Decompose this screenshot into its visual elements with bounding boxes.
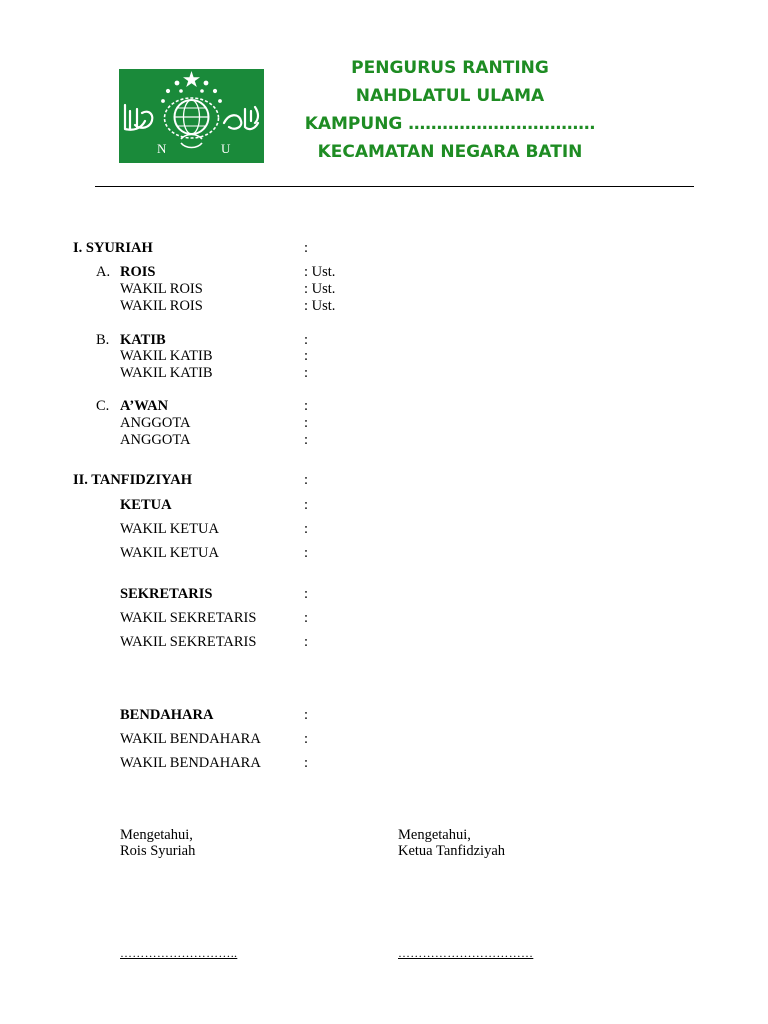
- header-line-4: KECAMATAN NEGARA BATIN: [317, 142, 583, 162]
- position-value: : Ust.: [304, 264, 336, 280]
- position-label: ANGGOTA: [120, 415, 191, 431]
- signature-right-blank: ……………………………: [398, 946, 534, 960]
- position-value: : Ust.: [304, 298, 336, 314]
- item-letter: C.: [96, 398, 110, 414]
- item-letter: A.: [96, 264, 111, 280]
- header-line-3: KAMPUNG ……………………………: [304, 114, 596, 134]
- section-title-syuriah: I. SYURIAH: [73, 240, 153, 256]
- position-label: WAKIL BENDAHARA: [120, 755, 261, 771]
- item-letter: B.: [96, 332, 110, 348]
- position-label: WAKIL ROIS: [120, 298, 203, 314]
- position-value: :: [304, 610, 309, 626]
- position-label: WAKIL ROIS: [120, 281, 203, 297]
- position-value: :: [304, 365, 309, 381]
- svg-text:U: U: [221, 141, 231, 156]
- position-value: :: [304, 521, 309, 537]
- position-label: BENDAHARA: [120, 707, 214, 723]
- signature-right-caption: Mengetahui,: [398, 827, 471, 843]
- position-value: :: [304, 415, 309, 431]
- position-label: WAKIL KETUA: [120, 521, 219, 537]
- section-colon: :: [304, 240, 309, 256]
- position-value: :: [304, 348, 309, 364]
- position-label: A’WAN: [120, 398, 169, 414]
- position-label: ROIS: [120, 264, 156, 280]
- signature-left-caption: Mengetahui,: [120, 827, 193, 843]
- position-value: :: [304, 731, 309, 747]
- position-value: :: [304, 497, 309, 513]
- position-value: :: [304, 755, 309, 771]
- position-value: :: [304, 586, 309, 602]
- letterhead: [300, 54, 600, 166]
- position-value: :: [304, 332, 309, 348]
- position-label: WAKIL SEKRETARIS: [120, 610, 257, 626]
- signature-left-role: Rois Syuriah: [120, 843, 196, 859]
- position-label: WAKIL KATIB: [120, 348, 213, 364]
- position-value: :: [304, 398, 309, 414]
- position-label: WAKIL KETUA: [120, 545, 219, 561]
- header-line-1: PENGURUS RANTING: [351, 58, 549, 78]
- position-label: SEKRETARIS: [120, 586, 213, 602]
- nu-emblem-icon: [119, 69, 264, 163]
- position-label: WAKIL SEKRETARIS: [120, 634, 257, 650]
- signature-right-role: Ketua Tanfidziyah: [398, 843, 506, 859]
- position-value: :: [304, 545, 309, 561]
- position-value: :: [304, 707, 309, 723]
- position-value: : Ust.: [304, 281, 336, 297]
- nu-logo: [119, 69, 264, 163]
- signature-left-blank: ………………………..: [120, 946, 238, 960]
- position-label: WAKIL KATIB: [120, 365, 213, 381]
- position-label: WAKIL BENDAHARA: [120, 731, 261, 747]
- position-label: KETUA: [120, 497, 172, 513]
- header-divider: [95, 186, 694, 187]
- position-value: :: [304, 634, 309, 650]
- section-colon: :: [304, 472, 309, 488]
- position-value: :: [304, 432, 309, 448]
- header-line-2: NAHDLATUL ULAMA: [355, 86, 545, 106]
- position-label: KATIB: [120, 332, 166, 348]
- section-title-tanfidziyah: II. TANFIDZIYAH: [73, 472, 192, 488]
- svg-text:N: N: [157, 141, 167, 156]
- position-label: ANGGOTA: [120, 432, 191, 448]
